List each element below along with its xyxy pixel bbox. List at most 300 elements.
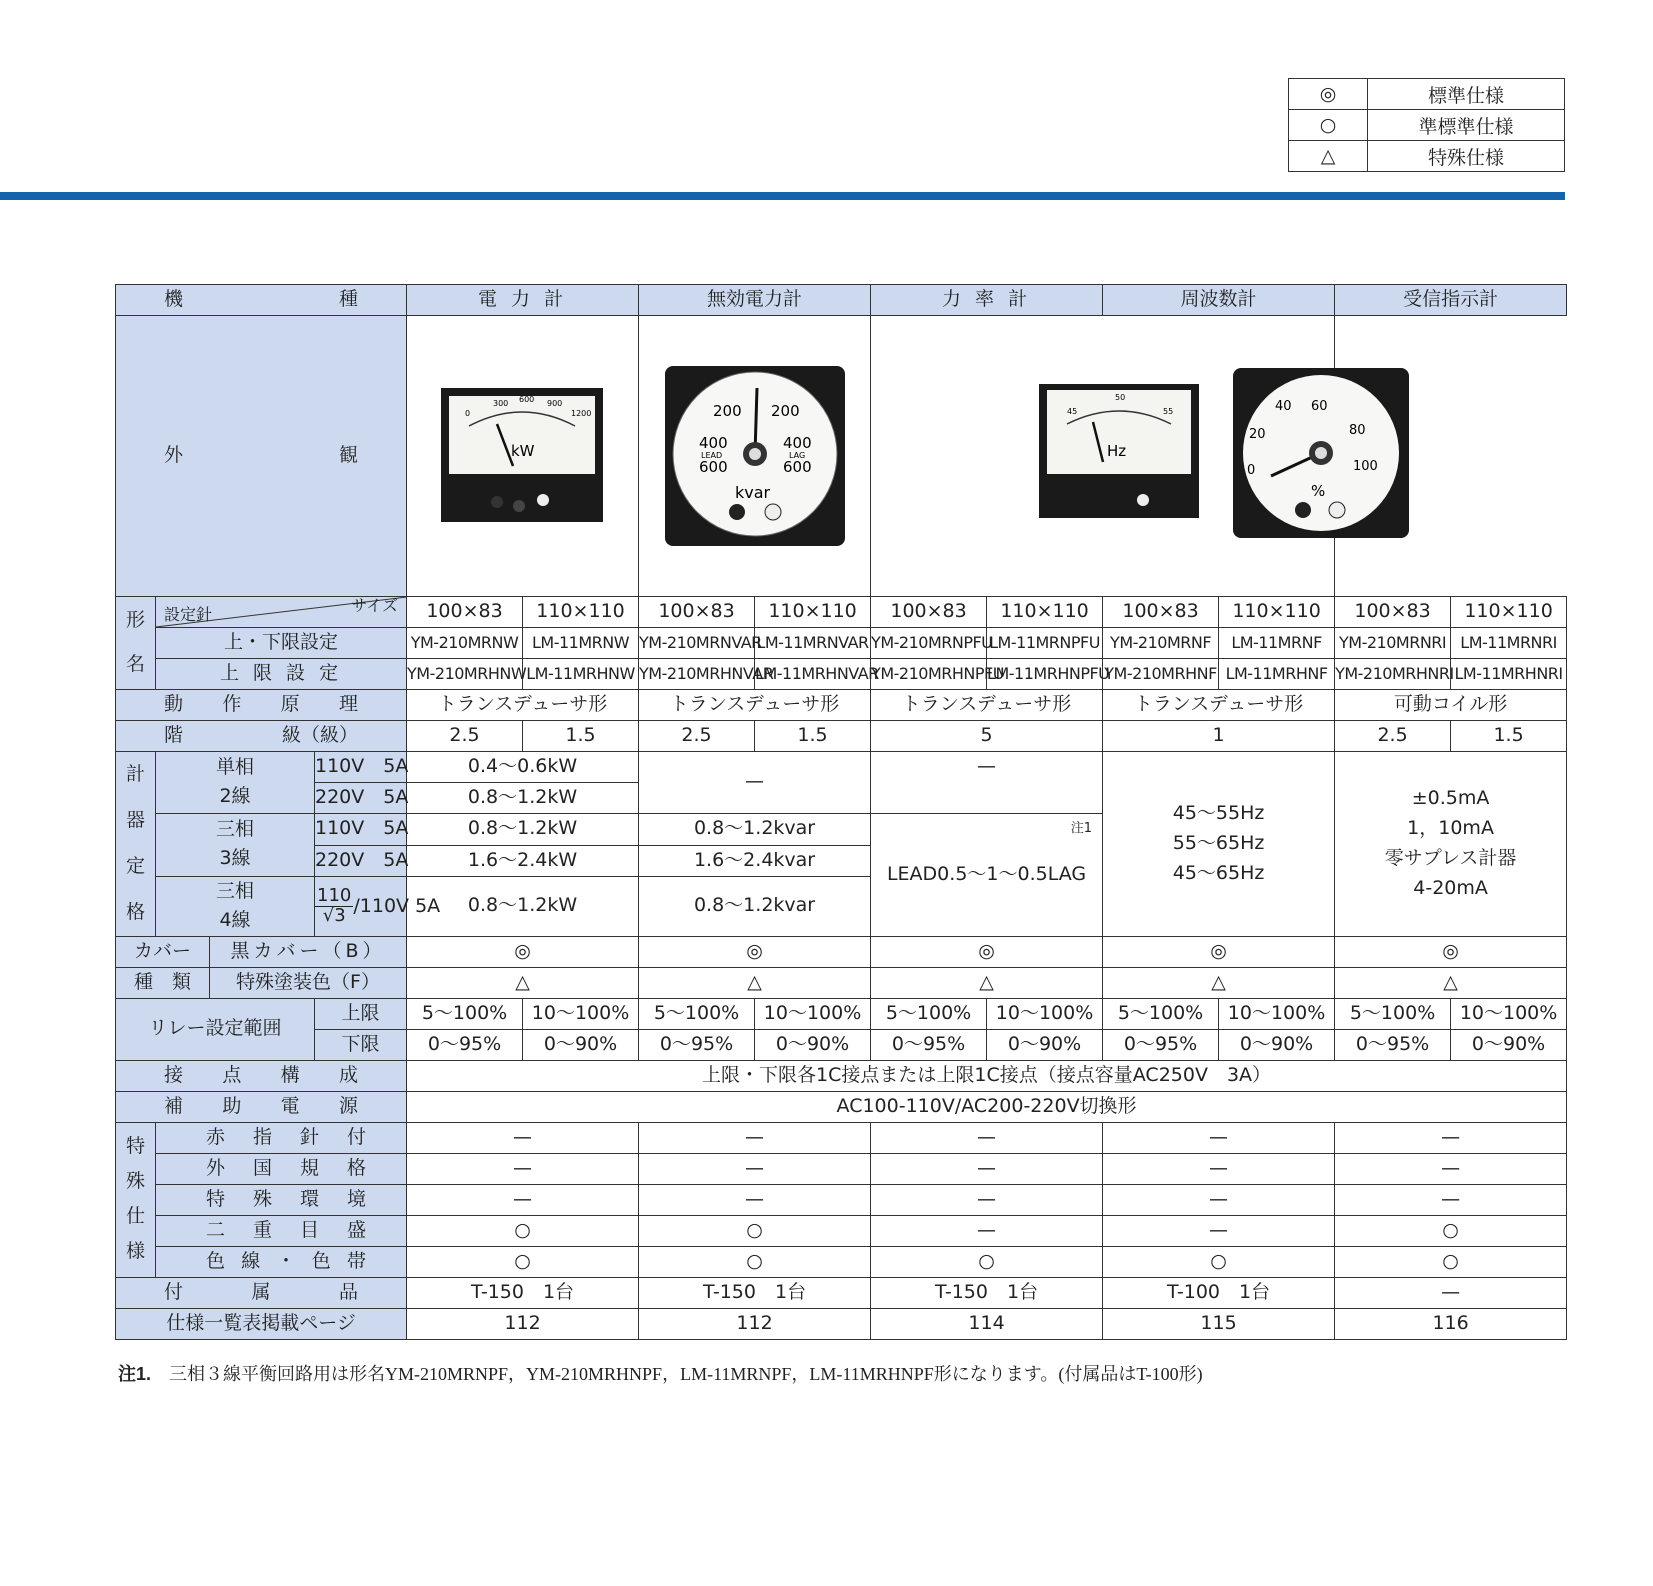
scale-label: 0 <box>465 409 471 418</box>
special-cell: — <box>871 1184 1103 1215</box>
special-row <box>116 1246 1567 1277</box>
header-rule <box>0 192 1565 200</box>
principle-cell: 可動コイル形 <box>1335 689 1567 720</box>
relay-cell: 5～100% <box>871 998 987 1029</box>
accuracy-cell: 5 <box>871 720 1103 751</box>
scale-label: 50 <box>1115 393 1126 402</box>
label-char: 殊 <box>125 1170 145 1193</box>
header-char: 機 <box>164 288 184 311</box>
relay-cell: 0～95% <box>639 1029 755 1060</box>
unit-label: kvar <box>735 483 771 502</box>
label-char: 二 <box>206 1218 226 1241</box>
scale-label: 600 <box>783 458 812 476</box>
label-char: 計 <box>125 762 145 785</box>
pf-range: LEAD0.5～1～0.5LAG <box>886 862 1087 885</box>
label-char: 殊 <box>253 1187 273 1210</box>
model-cell: YM-210MRHNPFU <box>871 658 987 689</box>
label-char: 色 <box>311 1249 331 1272</box>
model-label <box>116 596 156 689</box>
contact-label <box>116 1060 407 1091</box>
three-phase-3wire-label <box>156 813 315 876</box>
accessory-cell: T-100 1台 <box>1103 1277 1335 1308</box>
cover-cell: ◎ <box>1335 936 1567 967</box>
label-char: 原 <box>280 692 300 715</box>
rating-kw-cell: 0.8～1.2kW <box>407 813 639 845</box>
rating-kvar-cell: 0.8～1.2kvar <box>639 813 871 845</box>
special-cell: — <box>1335 1184 1567 1215</box>
label-char: 階 <box>164 723 184 746</box>
rating-kvar-cell: 1.6～2.4kvar <box>639 845 871 876</box>
special-cell: — <box>871 1215 1103 1246</box>
relay-cell: 0～90% <box>987 1029 1103 1060</box>
page-ref-label: 仕様一覧表掲載ページ <box>116 1308 407 1339</box>
model-cell: LM-11MRHNVAR <box>755 658 871 689</box>
voltage-label: 220V 5A <box>315 845 407 876</box>
model-cell: LM-11MRNVAR <box>755 627 871 658</box>
legend-label: 特殊仕様 <box>1368 141 1565 172</box>
model-cell: YM-210MRNRI <box>1335 627 1451 658</box>
label-text: 4線 <box>219 908 251 931</box>
legend-label: 標準仕様 <box>1368 79 1565 110</box>
setting-size-diagonal-cell <box>156 596 407 627</box>
relay-row <box>116 1029 1567 1060</box>
scale-label: 400 <box>699 434 728 452</box>
label-char: 点 <box>222 1063 242 1086</box>
relay-cell: 0～90% <box>1219 1029 1335 1060</box>
accessories-label <box>116 1277 407 1308</box>
accuracy-cell: 2.5 <box>407 720 523 751</box>
cover-cell: △ <box>871 967 1103 998</box>
appearance-row <box>116 316 1567 597</box>
relay-cell: 10～100% <box>1451 998 1567 1029</box>
label-char: 源 <box>338 1094 358 1117</box>
special-paint-label: 特殊塗装色（F） <box>210 967 407 998</box>
special-cell: ○ <box>407 1246 639 1277</box>
note-ref: 注1 <box>1070 820 1093 836</box>
contact-cell: 上限・下限各1C接点または上限1C接点（接点容量AC250V 3A） <box>407 1060 1567 1091</box>
label-char: 重 <box>253 1218 273 1241</box>
category-header: 電 力 計 <box>407 285 639 316</box>
special-cell: ○ <box>1335 1215 1567 1246</box>
wattmeter-image <box>407 316 639 590</box>
machine-type-header <box>116 285 407 316</box>
fraction-numerator: 110 <box>317 884 352 906</box>
size-cell: 110×110 <box>523 596 639 627</box>
rating-pf-cell <box>871 813 1103 936</box>
hz-and-percent-meter-image <box>871 316 1378 590</box>
label-char: 電 <box>280 1094 300 1117</box>
category-header: 力 率 計 <box>871 285 1103 316</box>
principle-label <box>116 689 407 720</box>
model-cell: LM-11MRNF <box>1219 627 1335 658</box>
rating-kvar-cell: — <box>639 751 871 813</box>
model-cell: LM-11MRHNF <box>1219 658 1335 689</box>
special-cell: — <box>1335 1122 1567 1153</box>
scale-label: 55 <box>1163 407 1174 416</box>
label-char: 目 <box>300 1218 320 1241</box>
fraction-rest: /110V 5A <box>353 894 441 917</box>
label-char: 助 <box>222 1094 242 1117</box>
special-cell: — <box>1335 1153 1567 1184</box>
footnote-text: 三相３線平衡回路用は形名YM-210MRNPF，YM-210MRHNPF，LM-11MRNPF，LM-11MRHNPF形になります。(付属品はT-100形) <box>169 1364 1203 1384</box>
principle-cell: トランスデューサ形 <box>871 689 1103 720</box>
model-upper-lower-row <box>116 627 1567 658</box>
fraction-denominator: √3 <box>322 904 346 926</box>
header-row <box>116 285 1567 316</box>
label-char: 名 <box>125 652 145 675</box>
model-cell: LM-11MRHNPFU <box>987 658 1103 689</box>
special-cell: ○ <box>1103 1246 1335 1277</box>
relay-cell: 0～90% <box>1451 1029 1567 1060</box>
label-char: 外 <box>164 444 184 466</box>
legend-row <box>1289 79 1565 110</box>
scale-label: 900 <box>547 399 563 408</box>
legend-label: 準標準仕様 <box>1368 110 1565 141</box>
ri-range: 1，10mA <box>1407 817 1494 839</box>
accessories-row <box>116 1277 1567 1308</box>
legend-symbol: ○ <box>1289 110 1368 141</box>
cover-label: カバー <box>116 936 210 967</box>
black-cover-label: 黒カバー（B） <box>210 936 407 967</box>
appearance-label <box>116 316 407 597</box>
rating-ri-cell <box>1335 751 1567 936</box>
accuracy-label <box>116 720 407 751</box>
scale-label: 300 <box>493 399 509 408</box>
scale-label: 0 <box>1247 463 1256 478</box>
special-item-label <box>156 1122 407 1153</box>
scale-label: 1200 <box>571 409 592 418</box>
footnote <box>118 1360 1203 1386</box>
scale-label: 100 <box>1353 459 1378 474</box>
voltage-label: 110V 5A <box>315 751 407 782</box>
meter-photo-cell <box>871 316 1378 597</box>
label-char: 線 <box>241 1249 261 1272</box>
label-char: ・ <box>276 1249 296 1272</box>
upper-label: 上 限 設 定 <box>156 658 407 689</box>
lead-label: LEAD <box>701 451 723 460</box>
principle-cell: トランスデューサ形 <box>1103 689 1335 720</box>
cover-cell: △ <box>639 967 871 998</box>
special-cell: ○ <box>1335 1246 1567 1277</box>
rating-pf-cell: — <box>871 751 1103 813</box>
accessory-cell: T-150 1台 <box>639 1277 871 1308</box>
label-char: 様 <box>125 1240 145 1263</box>
header-char: 種 <box>339 288 359 311</box>
model-size-row <box>116 596 1567 627</box>
relay-cell: 5～100% <box>639 998 755 1029</box>
relay-cell: 0～95% <box>407 1029 523 1060</box>
page-ref-cell: 115 <box>1103 1308 1335 1339</box>
rating-hz-cell <box>1103 751 1335 936</box>
accessory-cell: — <box>1335 1277 1567 1308</box>
page-ref-cell: 112 <box>407 1308 639 1339</box>
special-cell: — <box>639 1153 871 1184</box>
size-cell: 110×110 <box>987 596 1103 627</box>
label-char: 成 <box>338 1063 358 1086</box>
label-char: 付 <box>347 1125 367 1148</box>
label-char: 観 <box>339 444 359 466</box>
size-cell: 100×83 <box>871 596 987 627</box>
size-cell: 110×110 <box>1451 596 1567 627</box>
label-char: 定 <box>125 854 145 877</box>
page-ref-cell: 116 <box>1335 1308 1567 1339</box>
relay-cell: 5～100% <box>407 998 523 1029</box>
cover-row <box>116 967 1567 998</box>
label-char: 器 <box>125 808 145 831</box>
special-cell: — <box>1103 1184 1335 1215</box>
label-char: 指 <box>253 1125 273 1148</box>
principle-cell: トランスデューサ形 <box>407 689 639 720</box>
special-cell: ○ <box>639 1215 871 1246</box>
hz-range: 55～65Hz <box>1172 831 1265 854</box>
ri-range: 4-20mA <box>1413 876 1488 899</box>
model-cell: YM-210MRHNF <box>1103 658 1219 689</box>
cover-cell: △ <box>1103 967 1335 998</box>
legend-table <box>1288 78 1565 172</box>
label-char: 形 <box>125 608 145 631</box>
scale-label: 80 <box>1349 423 1366 438</box>
relay-cell: 10～100% <box>523 998 639 1029</box>
accessory-cell: T-150 1台 <box>407 1277 639 1308</box>
label-char: 帯 <box>347 1249 367 1272</box>
cover-cell: ◎ <box>407 936 639 967</box>
label-text: 3線 <box>219 847 251 870</box>
model-cell: LM-11MRNPFU <box>987 627 1103 658</box>
voltage-label: 110V 5A <box>315 813 407 845</box>
page-ref-cell: 112 <box>639 1308 871 1339</box>
special-item-label <box>156 1215 407 1246</box>
label-char: 境 <box>347 1187 367 1210</box>
special-cell: — <box>639 1184 871 1215</box>
label-char: 級（級） <box>282 723 359 746</box>
legend-symbol: ◎ <box>1289 79 1368 110</box>
size-cell: 110×110 <box>1219 596 1335 627</box>
label-char: 国 <box>253 1156 273 1179</box>
accuracy-cell: 1.5 <box>755 720 871 751</box>
unit-label: kW <box>511 442 535 460</box>
label-char: 構 <box>280 1063 300 1086</box>
aux-power-cell: AC100-110V/AC200-220V切換形 <box>407 1091 1567 1122</box>
scale-label: 600 <box>699 458 728 476</box>
relay-lower-label: 下限 <box>315 1029 407 1060</box>
model-cell: YM-210MRNVAR <box>639 627 755 658</box>
legend-symbol: △ <box>1289 141 1368 172</box>
label-char: 盛 <box>347 1218 367 1241</box>
accessory-cell: T-150 1台 <box>871 1277 1103 1308</box>
aux-power-row <box>116 1091 1567 1122</box>
rating-kw-cell: 0.8～1.2kW <box>407 782 639 813</box>
special-row <box>116 1153 1567 1184</box>
cover-cell: ◎ <box>639 936 871 967</box>
relay-cell: 0～90% <box>755 1029 871 1060</box>
special-row <box>116 1215 1567 1246</box>
label-char: 外 <box>206 1156 226 1179</box>
cover-label: 種 類 <box>116 967 210 998</box>
special-cell: ○ <box>639 1246 871 1277</box>
principle-cell: トランスデューサ形 <box>639 689 871 720</box>
hz-range: 45～55Hz <box>1172 802 1265 825</box>
size-cell: 100×83 <box>639 596 755 627</box>
special-item-label <box>156 1153 407 1184</box>
label-char: 特 <box>206 1187 226 1210</box>
relay-row <box>116 998 1567 1029</box>
scale-label: 200 <box>713 402 742 420</box>
label-char: 作 <box>222 692 242 715</box>
voltage-fraction-label <box>315 876 441 936</box>
special-cell: — <box>407 1122 639 1153</box>
unit-label: % <box>1311 482 1326 500</box>
accuracy-row <box>116 720 1567 751</box>
cover-cell: ◎ <box>871 936 1103 967</box>
model-cell: LM-11MRNRI <box>1451 627 1567 658</box>
category-header: 無効電力計 <box>639 285 871 316</box>
label-text: 三相 <box>215 818 254 841</box>
size-cell: 100×83 <box>1103 596 1219 627</box>
special-row <box>116 1184 1567 1215</box>
rating-kw-cell: 0.8～1.2kW <box>407 876 639 936</box>
hz-range: 45～65Hz <box>1172 861 1265 884</box>
relay-cell: 10～100% <box>755 998 871 1029</box>
size-cell: 100×83 <box>407 596 523 627</box>
category-header: 周波数計 <box>1103 285 1335 316</box>
page-ref-cell: 114 <box>871 1308 1103 1339</box>
relay-cell: 10～100% <box>987 998 1103 1029</box>
scale-label: 45 <box>1067 407 1078 416</box>
unit-label: Hz <box>1107 442 1127 460</box>
ri-range: ±0.5mA <box>1411 787 1490 810</box>
relay-cell: 5～100% <box>1103 998 1219 1029</box>
relay-cell: 0～95% <box>871 1029 987 1060</box>
accuracy-cell: 1 <box>1103 720 1335 751</box>
special-cell: — <box>1103 1122 1335 1153</box>
varmeter-image <box>639 316 871 590</box>
special-cell: — <box>407 1184 639 1215</box>
label-char: 格 <box>347 1156 367 1179</box>
relay-cell: 0～90% <box>523 1029 639 1060</box>
scale-label: 600 <box>519 395 535 404</box>
relay-cell: 10～100% <box>1219 998 1335 1029</box>
model-cell: YM-210MRHNW <box>407 658 523 689</box>
scale-label: 20 <box>1249 427 1266 442</box>
size-cell: 110×110 <box>755 596 871 627</box>
special-cell: — <box>1103 1215 1335 1246</box>
accuracy-cell: 1.5 <box>1451 720 1567 751</box>
model-cell: LM-11MRHNW <box>523 658 639 689</box>
accuracy-cell: 1.5 <box>523 720 639 751</box>
relay-cell: 5～100% <box>1335 998 1451 1029</box>
relay-label: リレー設定範囲 <box>116 998 315 1060</box>
page-ref-row <box>116 1308 1567 1339</box>
special-label <box>116 1122 156 1277</box>
label-char: 色 <box>206 1249 226 1272</box>
legend-row <box>1289 110 1565 141</box>
special-item-label <box>156 1184 407 1215</box>
scale-label: 400 <box>783 434 812 452</box>
size-label: サイズ <box>351 595 399 615</box>
special-cell: — <box>1103 1153 1335 1184</box>
relay-cell: 0～95% <box>1103 1029 1219 1060</box>
label-char: 付 <box>164 1280 184 1303</box>
label-char: 環 <box>300 1187 320 1210</box>
rating-label <box>116 751 156 936</box>
special-cell: — <box>871 1122 1103 1153</box>
label-char: 品 <box>339 1280 359 1303</box>
special-item-label <box>156 1246 407 1277</box>
model-cell: YM-210MRNF <box>1103 627 1219 658</box>
accuracy-cell: 2.5 <box>1335 720 1451 751</box>
scale-label: 40 <box>1275 399 1292 414</box>
scale-label: 200 <box>771 402 800 420</box>
special-cell: ○ <box>407 1215 639 1246</box>
single-phase-2wire-label <box>156 751 315 813</box>
model-cell: YM-210MRNW <box>407 627 523 658</box>
upper-lower-label: 上・下限設定 <box>156 627 407 658</box>
special-row <box>116 1122 1567 1153</box>
model-cell: YM-210MRHNRI <box>1335 658 1451 689</box>
label-text: 三相 <box>215 879 254 902</box>
legend-row <box>1289 141 1565 172</box>
footnote-mark: 注1. <box>118 1364 152 1384</box>
principle-row <box>116 689 1567 720</box>
three-phase-4wire-label <box>156 876 315 936</box>
cover-cell: △ <box>407 967 639 998</box>
special-cell: — <box>639 1122 871 1153</box>
rating-kvar-cell: 0.8～1.2kvar <box>639 876 871 936</box>
rating-row <box>116 751 1567 782</box>
label-char: 接 <box>164 1063 184 1086</box>
meter-photo-cell <box>639 316 871 597</box>
lag-label: LAG <box>789 451 806 460</box>
rating-kw-cell: 1.6～2.4kW <box>407 845 639 876</box>
spec-table <box>115 284 1567 1340</box>
rating-kw-cell: 0.4～0.6kW <box>407 751 639 782</box>
label-char: 補 <box>164 1094 184 1117</box>
relay-cell: 0～95% <box>1335 1029 1451 1060</box>
special-cell: — <box>871 1153 1103 1184</box>
label-char: 赤 <box>206 1125 226 1148</box>
model-cell: LM-11MRNW <box>523 627 639 658</box>
ri-range: 零サプレス計器 <box>1384 846 1517 869</box>
label-char: 特 <box>125 1135 145 1158</box>
special-cell: ○ <box>871 1246 1103 1277</box>
label-char: 仕 <box>125 1205 145 1228</box>
voltage-label: 220V 5A <box>315 782 407 813</box>
label-char: 属 <box>251 1280 271 1303</box>
cover-cell: ◎ <box>1103 936 1335 967</box>
label-char: 格 <box>125 900 145 923</box>
label-char: 針 <box>300 1125 320 1148</box>
label-char: 理 <box>338 692 358 715</box>
meter-photo-cell <box>407 316 639 597</box>
aux-power-label <box>116 1091 407 1122</box>
label-text: 2線 <box>219 784 251 807</box>
model-cell: YM-210MRHNVAR <box>639 658 755 689</box>
relay-upper-label: 上限 <box>315 998 407 1029</box>
accuracy-cell: 2.5 <box>639 720 755 751</box>
special-cell: — <box>407 1153 639 1184</box>
size-cell: 100×83 <box>1335 596 1451 627</box>
scale-label: 60 <box>1311 399 1328 414</box>
label-char: 規 <box>300 1156 320 1179</box>
model-upper-row <box>116 658 1567 689</box>
setting-needle-label: 設定針 <box>164 605 213 625</box>
label-char: 動 <box>164 692 184 715</box>
category-header: 受信指示計 <box>1335 285 1567 316</box>
cover-cell: △ <box>1335 967 1567 998</box>
cover-row <box>116 936 1567 967</box>
contact-row <box>116 1060 1567 1091</box>
label-text: 単相 <box>215 755 254 778</box>
